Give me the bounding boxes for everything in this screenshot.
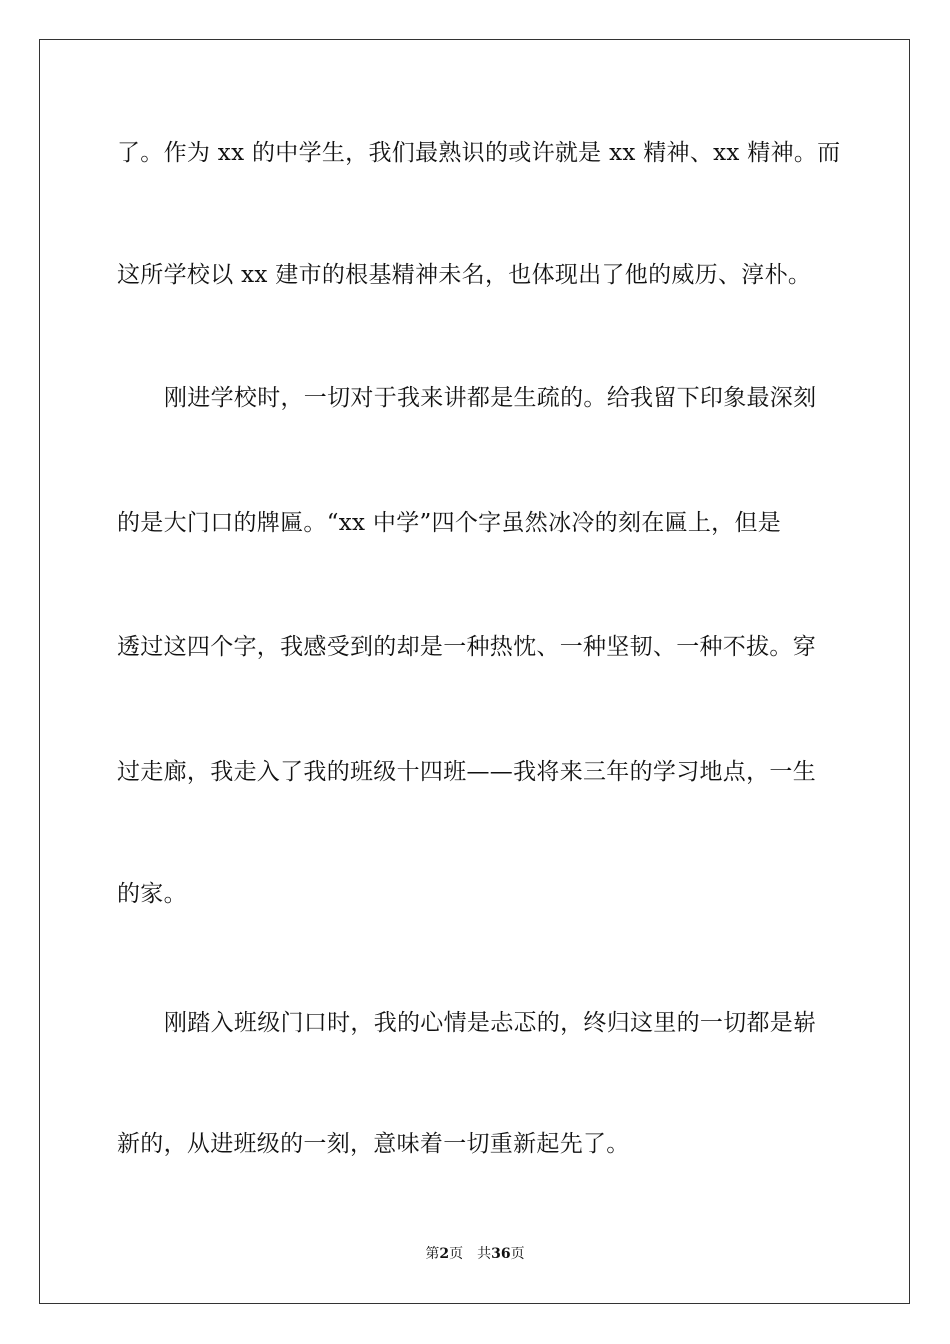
text-line-3: 刚进学校时，一切对于我来讲都是生疏的。给我留下印象最深刻 <box>164 385 817 411</box>
page-suffix: 页 <box>449 1246 464 1262</box>
total-suffix: 页 <box>510 1246 525 1262</box>
text-line-7: 的家。 <box>117 881 187 907</box>
page-prefix: 第 <box>425 1246 440 1262</box>
text-line-4: 的是大门口的牌匾。“xx 中学”四个字虽然冰冷的刻在匾上，但是 <box>117 510 782 536</box>
text-line-6: 过走廊，我走入了我的班级十四班——我将来三年的学习地点，一生 <box>117 759 816 785</box>
page-number: 2 <box>439 1246 450 1262</box>
text-line-5: 透过这四个字，我感受到的却是一种热忱、一种坚韧、一种不拔。穿 <box>117 634 816 660</box>
total-pages: 36 <box>491 1246 511 1262</box>
page-footer <box>0 1244 950 1264</box>
text-line-9: 新的，从进班级的一刻，意味着一切重新起先了。 <box>117 1131 630 1157</box>
text-line-1: 了。作为 xx 的中学生，我们最熟识的或许就是 xx 精神、xx 精神。而 <box>117 140 841 166</box>
text-line-8: 刚踏入班级门口时，我的心情是忐忑的，终归这里的一切都是崭 <box>164 1010 817 1036</box>
page-frame <box>39 39 910 1304</box>
total-prefix: 共 <box>477 1246 492 1262</box>
text-line-2: 这所学校以 xx 建市的根基精神未名，也体现出了他的威历、淳朴。 <box>117 262 812 288</box>
